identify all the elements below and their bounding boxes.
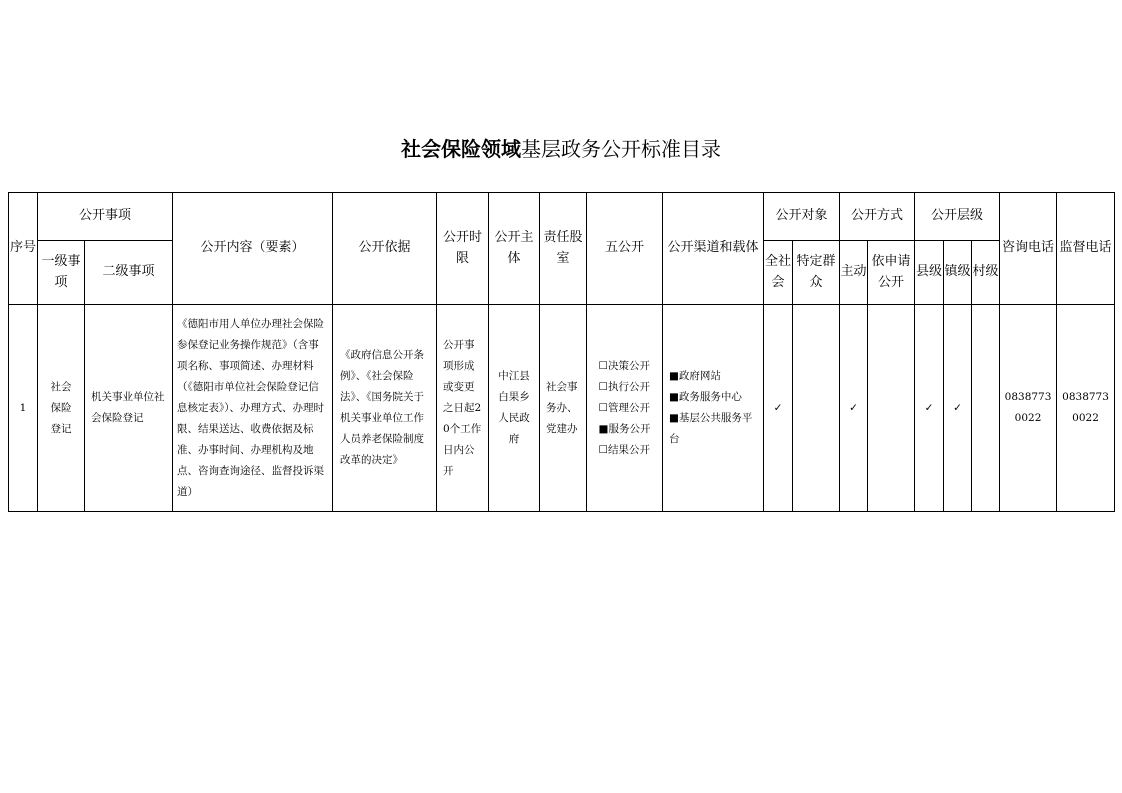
header-level2: 二级事项	[85, 241, 173, 305]
header-basis: 公开依据	[333, 193, 437, 305]
channel-service-center: ■政务服务中心	[669, 391, 742, 403]
header-method: 公开方式	[840, 193, 915, 241]
cell-time-limit: 公开事项形成或变更之日起20个工作日内公开	[437, 305, 489, 512]
cell-target-specific	[793, 305, 840, 512]
five-item-result: ☐结果公开	[598, 443, 650, 456]
five-item-execution: ☐执行公开	[598, 380, 650, 393]
channel-public-platform: ■基层公共服务平台	[669, 412, 753, 445]
header-target-specific: 特定群众	[793, 241, 840, 305]
cell-supervise-phone: 08387730022	[1057, 305, 1115, 512]
cell-basis: 《政府信息公开条例》、《社会保险法》、《国务院关于机关事业单位工作人员养老保险制度改革的决定》	[333, 305, 437, 512]
header-seq: 序号	[9, 193, 38, 305]
cell-seq: 1	[9, 305, 38, 512]
cell-level1: 社会保险登记	[38, 305, 85, 512]
header-subject: 公开主体	[489, 193, 540, 305]
cell-level2: 机关事业单位社会保险登记	[85, 305, 173, 512]
five-item-management: ☐管理公开	[598, 401, 650, 414]
cell-method-request	[868, 305, 915, 512]
header-content: 公开内容（要素）	[173, 193, 333, 305]
header-tier-village: 村级	[972, 241, 1000, 305]
header-method-active: 主动	[840, 241, 868, 305]
cell-tier-county: ✓	[915, 305, 944, 512]
channel-website: ■政府网站	[669, 370, 721, 382]
title-rest: 基层政务公开标准目录	[521, 137, 721, 161]
header-tier-county: 县级	[915, 241, 944, 305]
cell-tier-town: ✓	[944, 305, 972, 512]
header-consult: 咨询电话	[1000, 193, 1057, 305]
cell-tier-village	[972, 305, 1000, 512]
header-time-limit: 公开时限	[437, 193, 489, 305]
header-tier: 公开层级	[915, 193, 1000, 241]
header-tier-town: 镇级	[944, 241, 972, 305]
cell-content: 《德阳市用人单位办理社会保险参保登记业务操作规范》（含事项名称、事项简述、办理材料（《德阳市单位社会保险登记信息核定表》）、办理方式、办理时限、结果送达、收费依据及标准、办事时间、办理机构及地点、咨询查询途径、监督投诉渠道）	[173, 305, 333, 512]
page-title	[0, 133, 1122, 162]
cell-consult-phone: 08387730022	[1000, 305, 1057, 512]
five-item-decision: ☐决策公开	[598, 359, 650, 372]
cell-target-all: ✓	[764, 305, 793, 512]
header-supervise: 监督电话	[1057, 193, 1115, 305]
header-item: 公开事项	[38, 193, 173, 241]
header-channel: 公开渠道和载体	[663, 193, 764, 305]
header-row-1	[9, 193, 1115, 241]
header-level1: 一级事项	[38, 241, 85, 305]
cell-five	[587, 305, 663, 512]
header-method-request: 依申请公开	[868, 241, 915, 305]
header-dept: 责任股室	[540, 193, 587, 305]
cell-channel	[663, 305, 764, 512]
header-target: 公开对象	[764, 193, 840, 241]
catalog-table	[8, 192, 1115, 512]
table-row	[9, 305, 1115, 512]
title-bold: 社会保险领域	[401, 137, 521, 161]
header-target-all: 全社会	[764, 241, 793, 305]
header-five: 五公开	[587, 193, 663, 305]
cell-dept: 社会事务办、党建办	[540, 305, 587, 512]
five-list	[599, 356, 651, 461]
cell-method-active: ✓	[840, 305, 868, 512]
cell-subject: 中江县白果乡人民政府	[489, 305, 540, 512]
five-item-service: ■服务公开	[598, 422, 651, 435]
